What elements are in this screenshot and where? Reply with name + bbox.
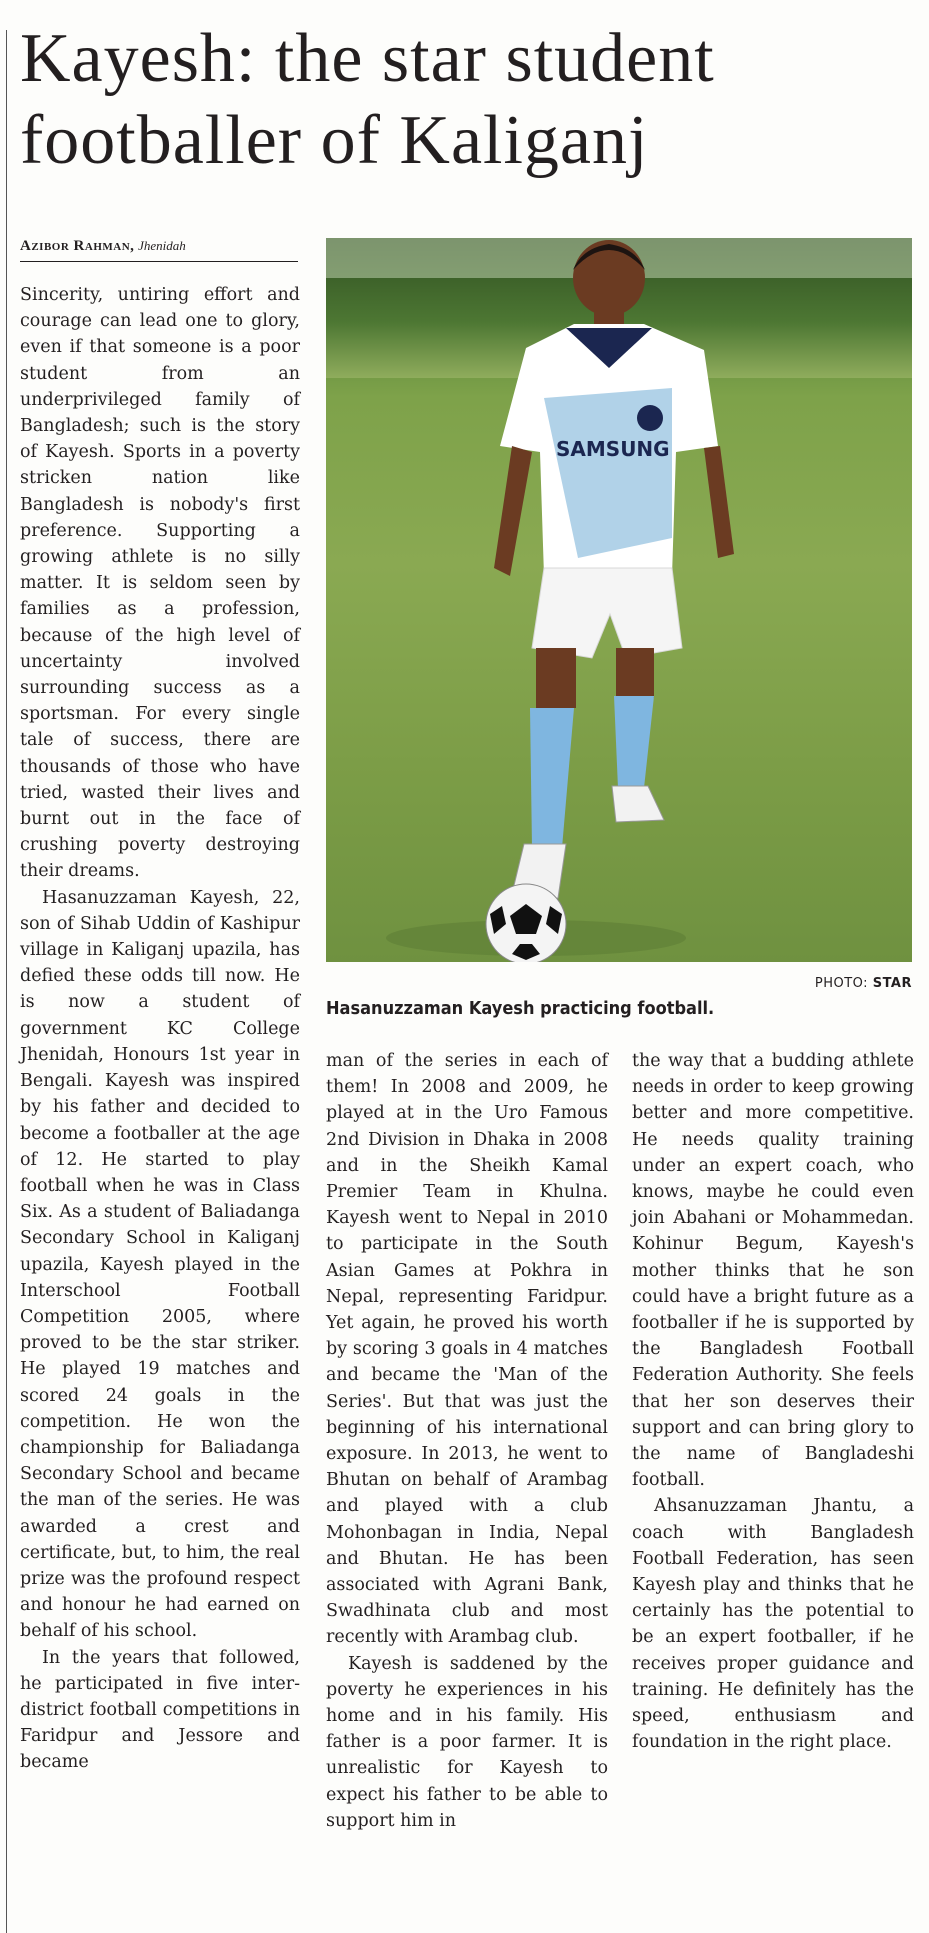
paragraph: man of the series in each of them! In 2008 and 2009, he played at in the Uro Famous 2nd Division in Dhaka in 2008 and in the Sheikh Kamal Premier Team in Khulna. Kayesh went to Nepal in 2010 to participate in the South Asian Games at Pokhra in Nepal, representing Faridpur. Yet again, he proved his worth by scoring 3 goals in 4 matches and became the 'Man of the Series'. But that was just the beginning of his international exposure. In 2013, he went to Bhutan on behalf of Arambag and played with a club Mohonbagan in India, Nepal and Bhutan. He has been associated with Agrani Bank, Swadhinata club and most recently with Arambag club. bbox=[326, 1051, 608, 1648]
byline-location: Jhenidah bbox=[138, 238, 186, 253]
photo-caption: Hasanuzzaman Kayesh practicing football. bbox=[326, 998, 715, 1019]
paragraph: Kayesh is saddened by the poverty he experiences in his home and in his family. His father is a poor farmer. It is unrealistic for Kayesh to expect his father to be able to support him in bbox=[326, 1653, 608, 1831]
left-column-rule bbox=[6, 30, 7, 1933]
paragraph: Sincerity, untiring effort and courage can lead one to glory, even if that someone is a poor student from an underprivileged family of Bangladesh; such is the story of Kayesh. Sports in a poverty stricken nation like Bangladesh is nobody's first preference. Supporting a growing athlete is no silly matter. It is seldom seen by families as a profession, because of the high level of uncertainty involved surrounding success as a sportsman. For every single tale of success, there are thousands of those who have tried, wasted their lives and burnt out in the face of crushing poverty destroying their dreams. bbox=[20, 285, 300, 882]
svg-text:SAMSUNG: SAMSUNG bbox=[556, 437, 670, 461]
player-illustration bbox=[326, 238, 912, 962]
paragraph: In the years that followed, he participated in five inter-district football competitions in Faridpur and Jessore and became bbox=[20, 1647, 300, 1773]
photo-credit bbox=[815, 976, 912, 991]
article-column-3 bbox=[632, 1048, 914, 1755]
paragraph: the way that a budding athlete needs in order to keep growing better and more competitive. He needs quality training under an expert coach, who knows, maybe he could even join Abahani or Mohammedan. Kohinur Begum, Kayesh's mother thinks that he son could have a bright future as a footballer if he is supported by the Bangladesh Football Federation Authority. She feels that her son deserves their support and can bring glory to the name of Bangladeshi football. bbox=[632, 1051, 914, 1491]
photo-credit-source: STAR bbox=[872, 976, 912, 991]
photo-credit-label: PHOTO: bbox=[814, 976, 869, 991]
headline: Kayesh: the star student footballer of Kaliganj bbox=[20, 20, 715, 179]
paragraph: Hasanuzzaman Kayesh, 22, son of Sihab Uddin of Kashipur village in Kaliganj upazila, has defied these odds till now. He is now a student of government KC College Jhenidah, Honours 1st year in Bengali. Kayesh was inspired by his father and decided to become a footballer at the age of 12. He started to play football when he was in Class Six. As a student of Baliadanga Secondary School in Kaliganj upazila, Kayesh played in the Interschool Football Competition 2005, where proved to be the star striker. He played 19 matches and scored 24 goals in the competition. He won the championship for Baliadanga Secondary School and became the man of the series. He was awarded a crest and certificate, but, to him, the real prize was the profound respect and honour he had earned on behalf of his school. bbox=[20, 887, 300, 1642]
paragraph: Ahsanuzzaman Jhantu, a coach with Bangladesh Football Federation, has seen Kayesh play and thinks that he certainly has the potential to be an expert footballer, if he receives proper guidance and training. He definitely has the speed, enthusiasm and foundation in the right place. bbox=[632, 1496, 914, 1753]
byline bbox=[20, 238, 298, 262]
article-column-2 bbox=[326, 1048, 608, 1834]
byline-author: Azibor Rahman, bbox=[20, 238, 135, 254]
article-photo bbox=[326, 238, 912, 962]
article-column-1 bbox=[20, 282, 300, 1776]
